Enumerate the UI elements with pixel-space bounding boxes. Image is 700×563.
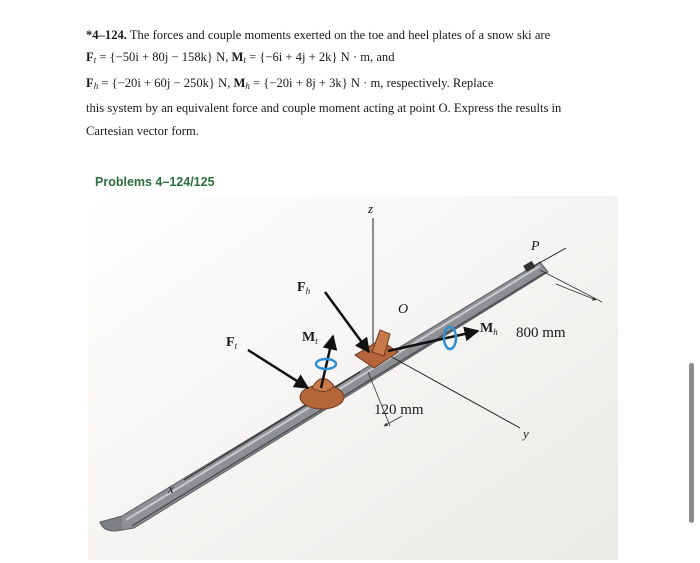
- mt-subscript: t: [243, 55, 246, 66]
- mt-symbol: M: [231, 50, 244, 65]
- ft-value: = {−50i + 80j − 158k} N,: [96, 50, 232, 65]
- force-ft-label: $F_t$: [226, 335, 238, 351]
- figure-caption: Problems 4–124/125: [95, 175, 215, 189]
- problem-line-1-text: The forces and couple moments exerted on the toe and heel plates of a snow ski are: [126, 28, 551, 42]
- ft-subscript: t: [93, 55, 97, 66]
- ft-symbol: F: [86, 50, 94, 65]
- force-fh-label: $F_h$: [297, 280, 311, 296]
- mh-value: = {−20i + 8j + 3k} N · m, respectively. Replace: [249, 75, 494, 90]
- problem-line-5: Cartesian vector form.: [86, 123, 199, 138]
- scrollbar-thumb[interactable]: [689, 363, 694, 523]
- mh-symbol: M: [233, 75, 246, 90]
- dim-800-label: 800 mm: [516, 325, 566, 341]
- x-axis-label: x: [168, 481, 174, 496]
- mt-value: = {−6i + 4j + 2k} N · m, and: [245, 50, 395, 65]
- moment-mh-label: $M_h$: [480, 321, 498, 337]
- mh-subscript: h: [245, 80, 250, 91]
- point-o-label: O: [398, 302, 409, 317]
- y-axis-label: y: [523, 426, 529, 441]
- fh-value: = {−20i + 60j − 250k} N,: [98, 75, 234, 90]
- moment-mt-label: $M_t$: [302, 330, 318, 346]
- fh-subscript: h: [93, 80, 99, 91]
- dim-120-label: 120 mm: [374, 402, 424, 418]
- problem-number: *4–124.: [86, 28, 127, 42]
- point-p-label: P: [531, 239, 540, 254]
- fh-symbol: F: [86, 75, 94, 90]
- problem-line-4: this system by an equivalent force and couple moment acting at point O. Express the results in: [86, 101, 562, 116]
- z-axis-label: z: [368, 201, 374, 216]
